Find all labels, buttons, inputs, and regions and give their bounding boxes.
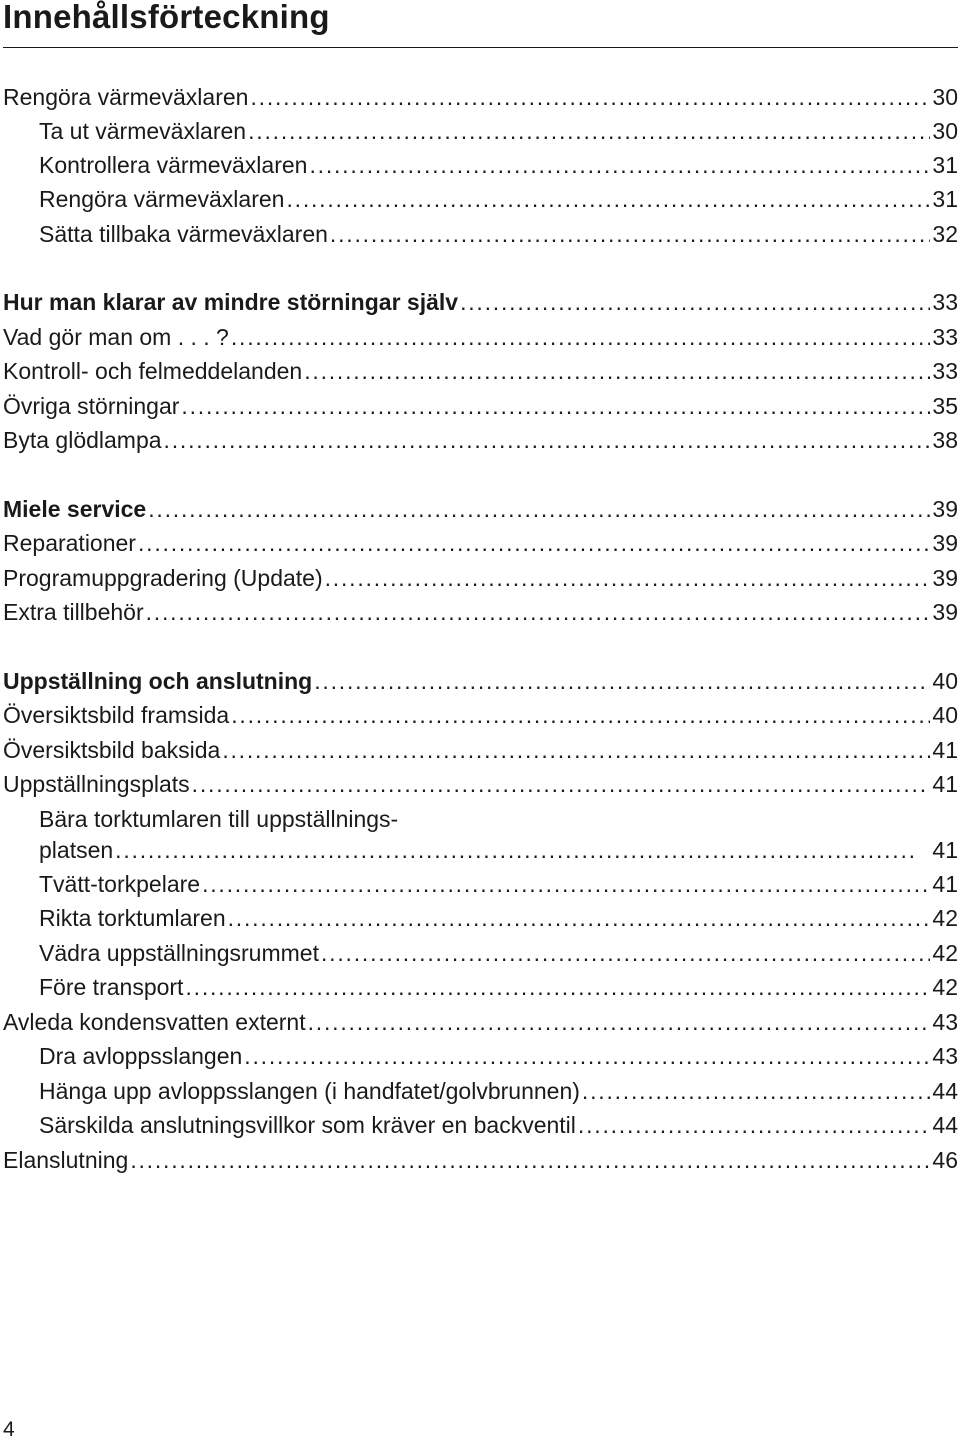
toc-section-heading[interactable] [3, 285, 958, 319]
toc-section-heading[interactable] [3, 492, 958, 526]
toc-entry[interactable] [3, 389, 958, 423]
dot-leader [578, 1108, 931, 1142]
dot-leader [582, 1074, 931, 1108]
toc-entry[interactable] [39, 1108, 958, 1142]
toc-entry-label: Dra avloppsslangen [39, 1043, 243, 1069]
dot-leader [181, 389, 930, 423]
toc-entry[interactable] [3, 561, 958, 595]
toc-entry-page: 39 [932, 599, 958, 625]
page-number: 4 [3, 1418, 15, 1441]
dot-leader [185, 970, 930, 1004]
toc-entry-page: 41 [932, 837, 958, 863]
toc-entry[interactable] [39, 148, 958, 182]
toc-section-heading[interactable] [3, 664, 958, 698]
toc-entry-label: Före transport [39, 974, 184, 1000]
toc-entry-label: Miele service [3, 496, 147, 522]
dot-leader [231, 698, 930, 732]
toc-entry-label: Vädra uppställningsrummet [39, 940, 319, 966]
toc-entry-label: Hur man klarar av mindre störningar själv [3, 289, 459, 315]
toc-entry-page: 39 [932, 530, 958, 556]
dot-leader [321, 936, 930, 970]
toc-entry-label-line1[interactable]: Bära torktumlaren till uppställnings- [39, 806, 399, 832]
title-rule [3, 47, 958, 48]
dot-leader [115, 833, 930, 867]
toc-entry-label: Kontrollera värmeväxlaren [39, 152, 308, 178]
dot-leader [148, 492, 930, 526]
dot-leader [304, 354, 930, 388]
toc-entry[interactable] [39, 833, 958, 867]
toc-entry-label: Vad gör man om . . . ? [3, 324, 229, 350]
toc-entry[interactable] [3, 354, 958, 388]
dot-leader [164, 423, 931, 457]
toc-entry[interactable] [39, 901, 958, 935]
toc-entry[interactable] [3, 526, 958, 560]
dot-leader [248, 114, 930, 148]
dot-leader [325, 561, 931, 595]
toc-entry[interactable] [3, 698, 958, 732]
toc-entry[interactable] [3, 595, 958, 629]
toc-entry-page: 38 [932, 427, 958, 453]
toc-entry-page: 33 [932, 289, 958, 315]
toc-entry[interactable] [39, 1039, 958, 1073]
toc-entry-label: Ta ut värmeväxlaren [39, 118, 247, 144]
toc-entry-label: Uppställningsplats [3, 771, 190, 797]
toc-entry-page: 42 [932, 940, 958, 966]
toc-entry-label: Elanslutning [3, 1147, 129, 1173]
dot-leader [330, 217, 930, 251]
dot-leader [228, 901, 931, 935]
toc-entry-label: Rikta torktumlaren [39, 905, 226, 931]
dot-leader [286, 182, 930, 216]
toc-entry-page: 40 [932, 668, 958, 694]
dot-leader [130, 1143, 930, 1177]
dot-leader [460, 285, 930, 319]
toc-entry-page: 43 [932, 1009, 958, 1035]
toc-entry-label: Rengöra värmeväxlaren [39, 186, 285, 212]
toc-entry-label: Särskilda anslutningsvillkor som kräver en backventil [39, 1112, 576, 1138]
page-title: Innehållsförteckning [3, 0, 330, 35]
toc-entry-label: Programuppgradering (Update) [3, 565, 323, 591]
toc-entry[interactable] [3, 423, 958, 457]
dot-leader [222, 733, 930, 767]
toc-entry-page: 42 [932, 974, 958, 1000]
toc-entry-page: 44 [932, 1078, 958, 1104]
dot-leader [314, 664, 930, 698]
toc-entry-page: 44 [932, 1112, 958, 1138]
toc-entry-label: platsen [39, 837, 114, 863]
toc-entry-label: Rengöra värmeväxlaren [3, 84, 249, 110]
toc-entry-page: 31 [932, 186, 958, 212]
toc-entry-label: Tvätt-torkpelare [39, 871, 201, 897]
toc-entry-label: Översiktsbild framsida [3, 702, 230, 728]
toc-entry[interactable] [3, 1143, 958, 1177]
toc-entry[interactable] [39, 936, 958, 970]
toc-entry-label: Extra tillbehör [3, 599, 144, 625]
dot-leader [244, 1039, 930, 1073]
toc-entry-page: 41 [932, 737, 958, 763]
toc-entry[interactable] [39, 217, 958, 251]
toc-entry-page: 30 [932, 118, 958, 144]
toc-entry[interactable] [39, 114, 958, 148]
toc-entry-page: 33 [932, 358, 958, 384]
toc-entry-page: 40 [932, 702, 958, 728]
toc-entry-page: 43 [932, 1043, 958, 1069]
toc-entry-label: Reparationer [3, 530, 136, 556]
toc-entry[interactable] [3, 80, 958, 114]
toc-entry-page: 39 [932, 565, 958, 591]
dot-leader [309, 148, 930, 182]
toc-entry-page: 41 [932, 771, 958, 797]
toc-entry-label: Kontroll- och felmeddelanden [3, 358, 303, 384]
dot-leader [231, 320, 931, 354]
toc-entry-label: Hänga upp avloppsslangen (i handfatet/golvbrunnen) [39, 1078, 580, 1104]
toc-entry-page: 30 [932, 84, 958, 110]
dot-leader [138, 526, 930, 560]
toc-entry-label: Byta glödlampa [3, 427, 162, 453]
toc-entry[interactable] [3, 767, 958, 801]
toc-entry[interactable] [39, 1074, 958, 1108]
toc-entry-label: Avleda kondensvatten externt [3, 1009, 306, 1035]
toc-entry[interactable] [3, 1005, 958, 1039]
toc-entry-page: 46 [932, 1147, 958, 1173]
toc-entry[interactable] [39, 970, 958, 1004]
toc-entry-page: 42 [932, 905, 958, 931]
toc-entry-page: 35 [932, 393, 958, 419]
toc-entry-page: 31 [932, 152, 958, 178]
toc-entry-page: 33 [932, 324, 958, 350]
toc-entry-label: Övriga störningar [3, 393, 180, 419]
toc-entry-page: 32 [932, 221, 958, 247]
toc-entry-page: 39 [932, 496, 958, 522]
toc-entry[interactable] [3, 320, 958, 354]
toc-entry[interactable] [39, 867, 958, 901]
toc-entry[interactable] [3, 733, 958, 767]
dot-leader [308, 1005, 931, 1039]
toc-entry[interactable] [39, 182, 958, 216]
dot-leader [146, 595, 931, 629]
toc-entry-label: Uppställning och anslutning [3, 668, 313, 694]
toc-entry-page: 41 [932, 871, 958, 897]
toc-entry-label: Översiktsbild baksida [3, 737, 221, 763]
dot-leader [202, 867, 930, 901]
dot-leader [250, 80, 930, 114]
toc-entry-label: Sätta tillbaka värmeväxlaren [39, 221, 328, 247]
dot-leader [192, 767, 931, 801]
